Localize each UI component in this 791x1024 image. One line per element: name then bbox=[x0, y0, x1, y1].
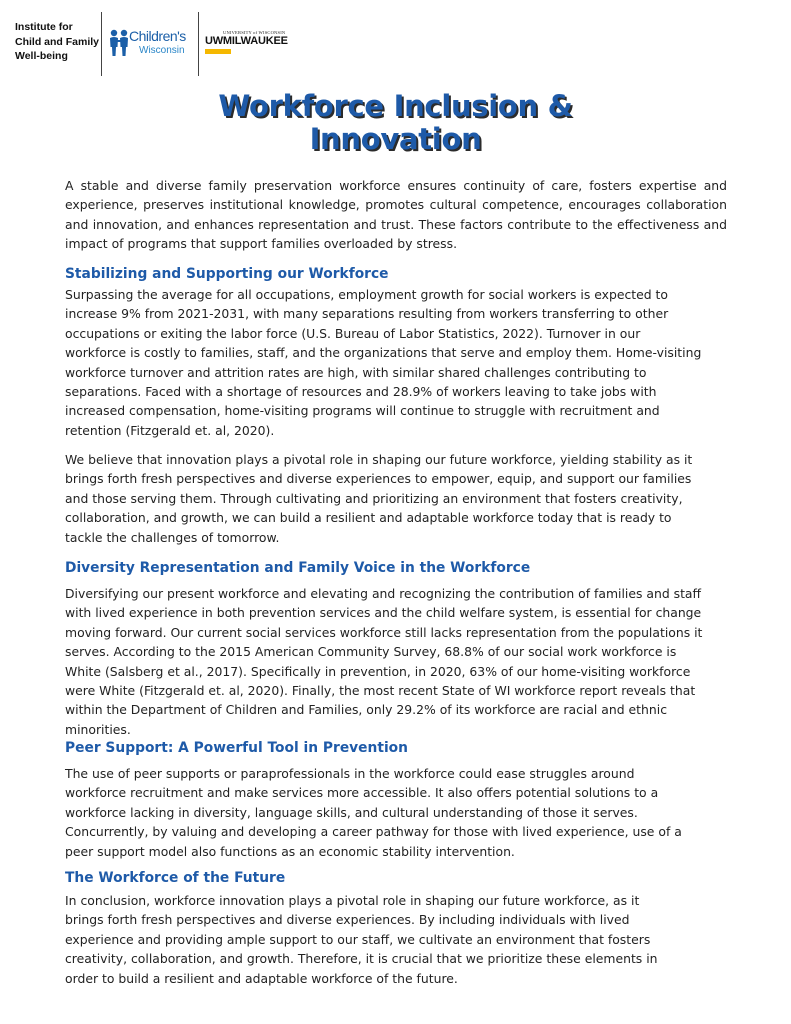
section-heading: Diversity Representation and Family Voice in the Workforce bbox=[65, 560, 531, 576]
title-line: Workforce Inclusion & bbox=[218, 89, 573, 123]
institute-line: Child and Family bbox=[15, 35, 100, 48]
text-line: The use of peer supports or paraprofessionals in the workforce could ease struggles around bbox=[65, 766, 635, 781]
uwm-main-text: UWMILWAUKEE bbox=[205, 35, 288, 47]
text-line: Diversifying our present workforce and elevating and recognizing the contribution of families and staff bbox=[65, 586, 702, 601]
text-line: creativity, collaboration, and growth. Therefore, it is crucial that we prioritize these elements in bbox=[65, 951, 658, 967]
institute-line: Well-being bbox=[15, 50, 68, 62]
text-line: experience and providing ample support to our staff, we cultivate an environment that fosters bbox=[65, 931, 651, 947]
institute-logo-text bbox=[15, 20, 105, 64]
section-heading: Stabilizing and Supporting our Workforce bbox=[65, 266, 389, 282]
text-line: moving forward. Our current social services workforce still lacks representation from the populations it bbox=[65, 624, 703, 640]
title-line: Innovation bbox=[309, 122, 482, 156]
text-line: We believe that innovation plays a pivotal role in shaping our future workforce, yielding stability as it bbox=[65, 452, 693, 467]
text-line: Surpassing the average for all occupations, employment growth for social workers is expected to bbox=[65, 287, 668, 302]
childrens-name: Children's bbox=[129, 28, 186, 44]
section-paragraph bbox=[65, 584, 730, 739]
header-divider bbox=[198, 12, 199, 76]
text-line: with lived experience in both prevention services and the child welfare system, is essential for change bbox=[65, 605, 702, 621]
text-line: peer support model also functions as an economic stability intervention. bbox=[65, 843, 515, 859]
uwm-logo bbox=[205, 30, 295, 60]
text-line: occupations or exiting the labor force (U.S. Bureau of Labor Statistics, 2022). Turnover in our bbox=[65, 325, 641, 341]
text-line: minorities. bbox=[65, 721, 131, 737]
text-line: workforce turnover and attrition rates are high, with similar shared challenges contributing to bbox=[65, 364, 647, 380]
page-title bbox=[0, 90, 791, 156]
text-line: brings forth fresh perspectives and diverse experiences to empower, equip, and support our families bbox=[65, 471, 692, 487]
text-line: White (Salsberg et al., 2017). Specifically in prevention, in 2020, 63% of our home-visiting workforce bbox=[65, 663, 691, 679]
text-line: In conclusion, workforce innovation plays a pivotal role in shaping our future workforce, as it bbox=[65, 893, 640, 908]
page-header bbox=[0, 0, 791, 80]
text-line: and those serving them. Through cultivating and prioritizing an environment that fosters creativity, bbox=[65, 490, 683, 506]
childrens-wisconsin-logo bbox=[108, 27, 196, 61]
text-line: workforce recruitment and make services more accessible. It also offers potential solutions to a bbox=[65, 785, 659, 801]
text-line: Concurrently, by valuing and developing a career pathway for those with lived experience, use of a bbox=[65, 824, 682, 840]
text-line: brings forth fresh perspectives and diverse experiences. By including individuals with lived bbox=[65, 912, 630, 928]
section-heading: The Workforce of the Future bbox=[65, 870, 286, 886]
section-paragraph bbox=[65, 891, 730, 988]
section-paragraph bbox=[65, 764, 730, 861]
text-line: retention (Fitzgerald et. al, 2020). bbox=[65, 422, 275, 438]
childrens-figures-icon bbox=[108, 29, 130, 57]
text-line: tackle the challenges of tomorrow. bbox=[65, 529, 280, 545]
section-paragraph bbox=[65, 450, 730, 547]
text-line: order to build a resilient and adaptable workforce of the future. bbox=[65, 970, 458, 986]
text-line: separations. Faced with a shortage of resources and 28.9% of workers leaving to take jobs with bbox=[65, 384, 657, 400]
uwm-accent-bar bbox=[205, 49, 231, 54]
text-line: were White (Fitzgerald et. al, 2020). Finally, the most recent State of WI workforce report reveals that bbox=[65, 683, 696, 699]
text-line: workforce is costly to families, staff, and the organizations that serve and employ them. Home-visiting bbox=[65, 345, 702, 361]
text-line: within the Department of Children and Families, only 29.2% of its workforce are racial and ethnic bbox=[65, 702, 668, 718]
text-line: serves. According to the 2015 American Community Survey, 68.8% of our social work workforce is bbox=[65, 644, 677, 660]
section-paragraph bbox=[65, 285, 730, 440]
text-line: collaboration, and growth, we can build a resilient and adaptable workforce today that is ready to bbox=[65, 510, 672, 526]
childrens-sub: Wisconsin bbox=[139, 45, 185, 56]
text-line: increase 9% from 2021-2031, with many separations resulting from workers transferring to other bbox=[65, 306, 669, 322]
header-divider bbox=[101, 12, 102, 76]
institute-line: Institute for bbox=[15, 21, 73, 33]
intro-paragraph: A stable and diverse family preservation workforce ensures continuity of care, fosters expertise and experience, preserves institutional knowledge, promotes cultural competence, encourages collaboration and innovation, and enhances representation and trust. These factors contribute to the effectiveness and impact of programs that support families overloaded by stress. bbox=[65, 178, 727, 252]
uwm-top-text: UNIVERSITY of WISCONSIN bbox=[223, 30, 286, 35]
text-line: workforce lacking in diversity, language skills, and cultural understanding of those it serves. bbox=[65, 804, 638, 820]
section-heading: Peer Support: A Powerful Tool in Prevention bbox=[65, 740, 408, 756]
text-line: increased compensation, home-visiting programs will continue to struggle with recruitment and bbox=[65, 403, 660, 419]
